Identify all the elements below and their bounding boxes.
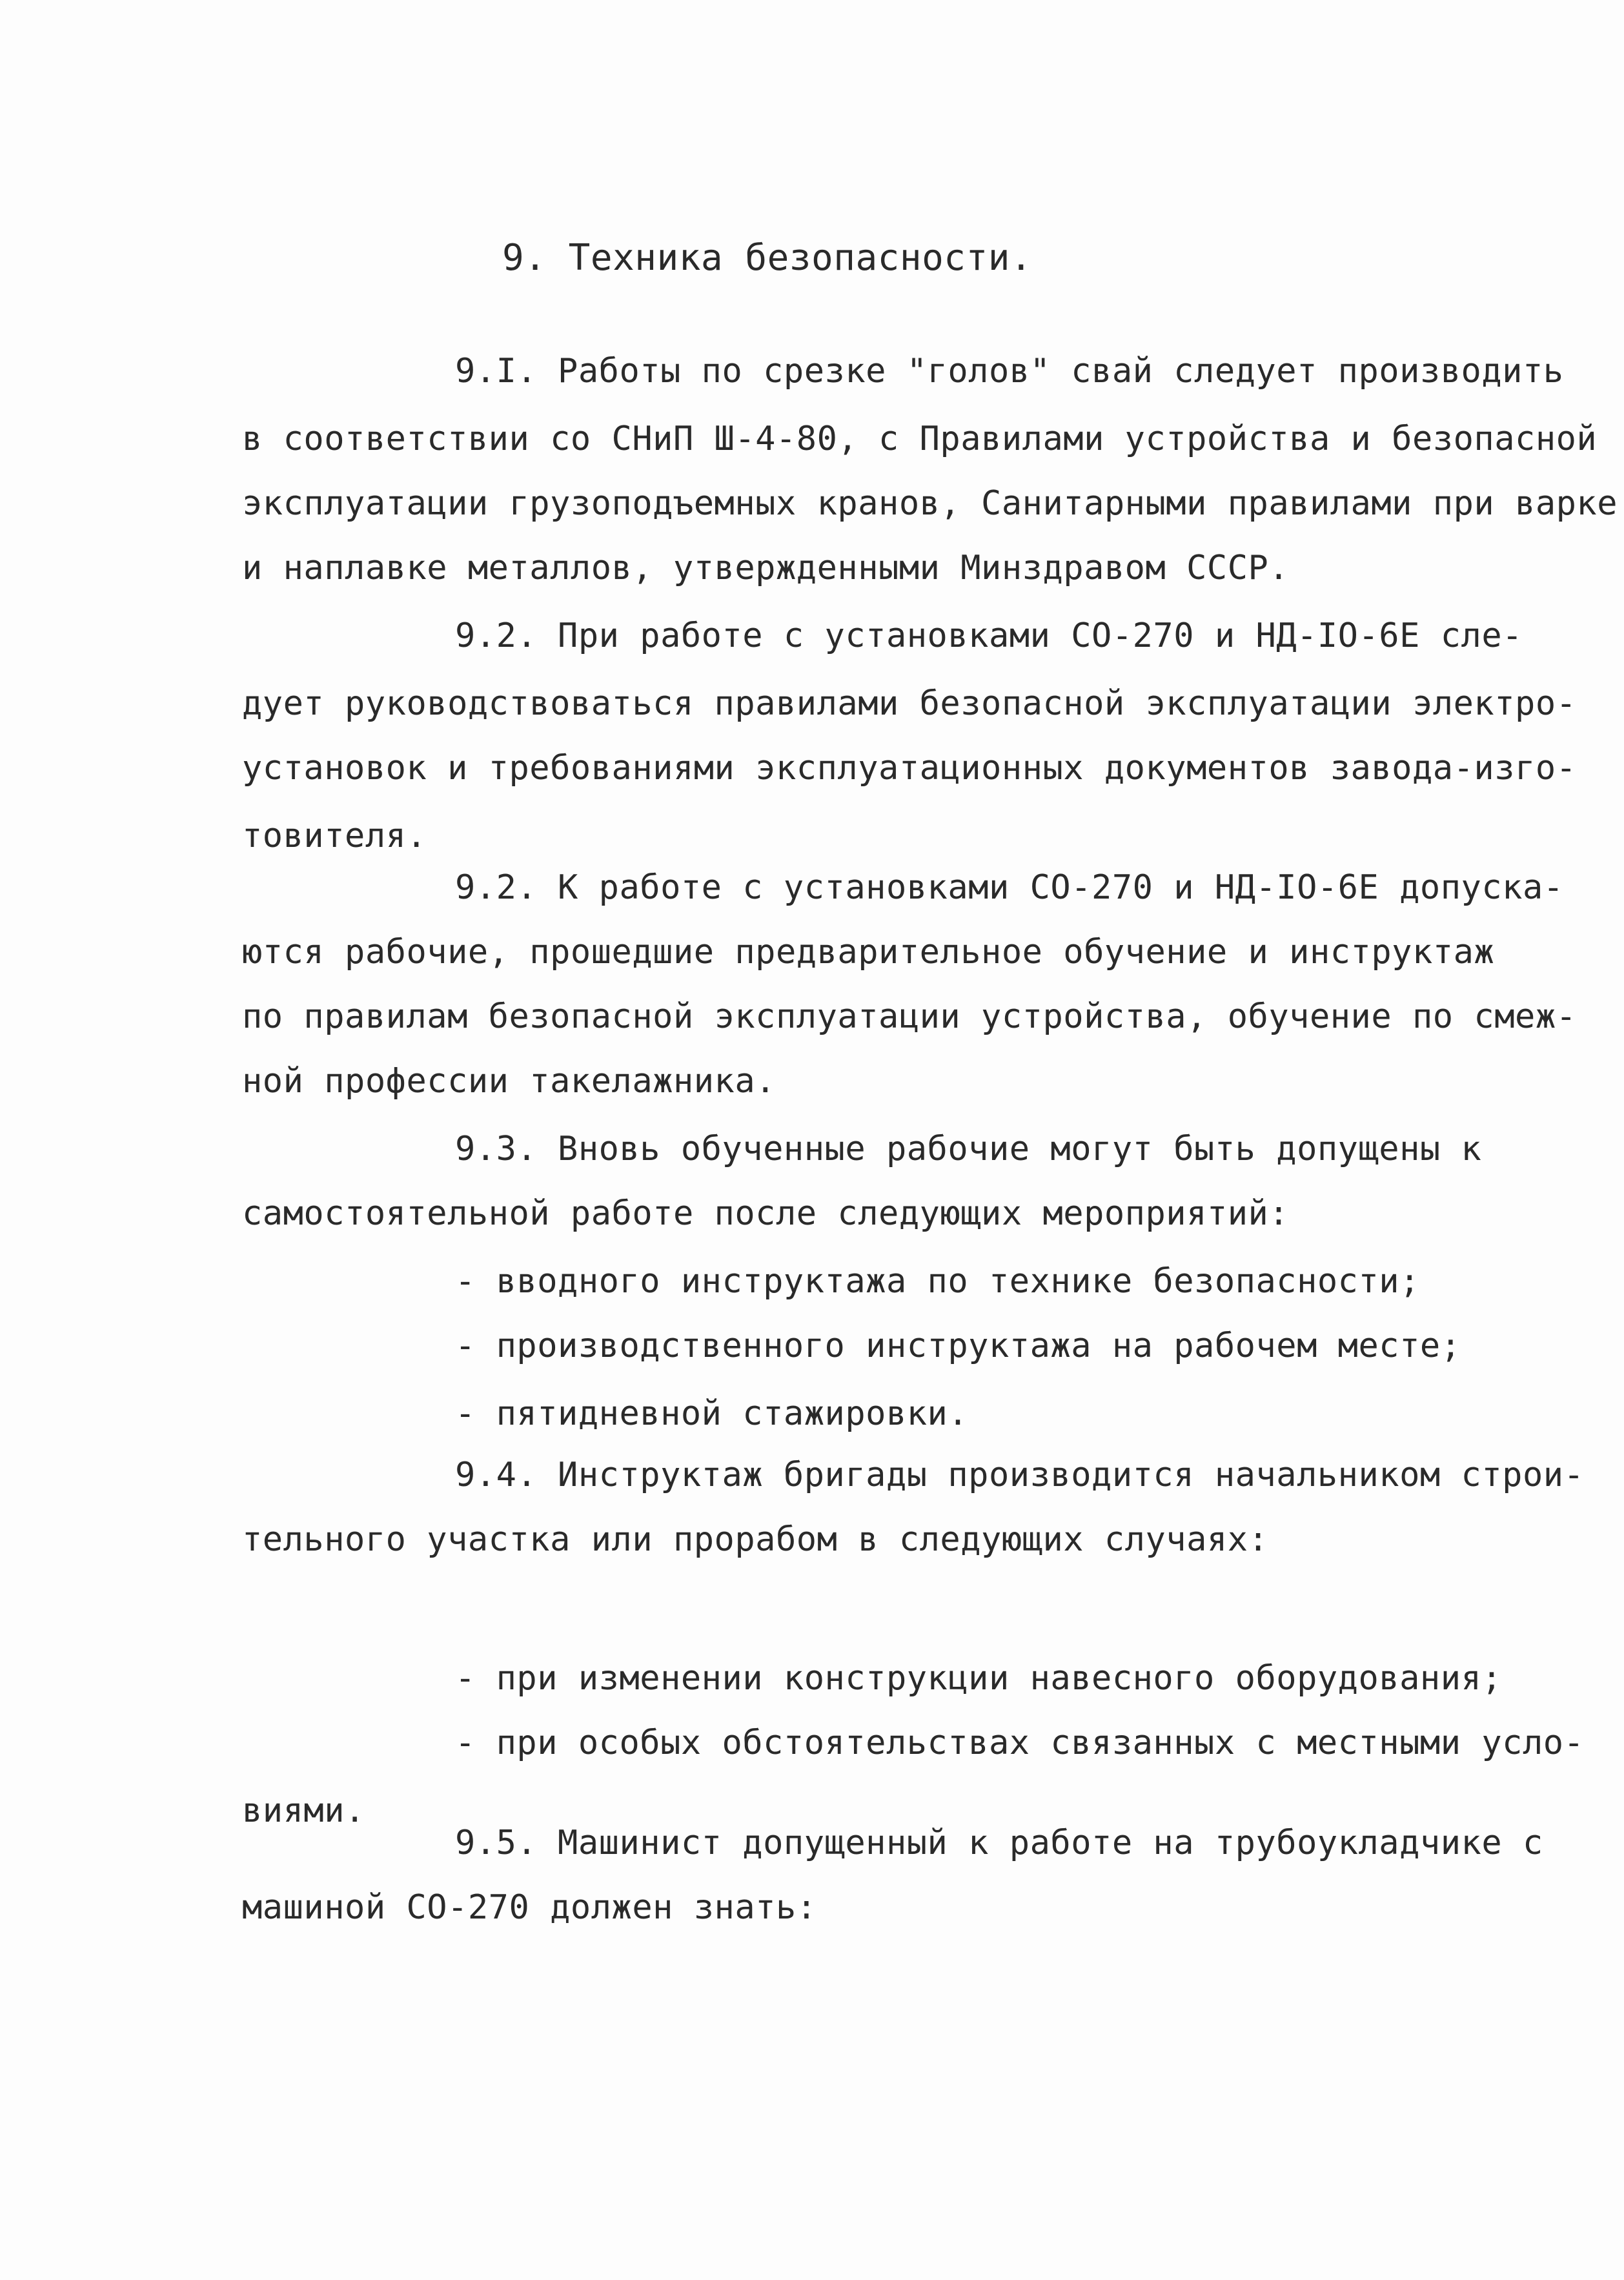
paragraph-9-5-line-1: 9.5. Машинист допущенный к работе на трубоукладчике с (455, 1824, 1543, 1862)
list-item: - пятидневной стажировки. (455, 1394, 969, 1433)
paragraph-9-2a-line-4: товителя. (242, 817, 427, 855)
paragraph-9-5-line-2: машиной СО-270 должен знать: (242, 1888, 817, 1927)
paragraph-9-2b-line-1: 9.2. К работе с установками СО-270 и НД-IO-6Е допуска- (455, 868, 1564, 907)
paragraph-9-3-line-2: самостоятельной работе после следующих мероприятий: (242, 1194, 1290, 1233)
list-item: - производственного инструктажа на рабочем месте; (455, 1327, 1461, 1365)
paragraph-9-4-line-1: 9.4. Инструктаж бригады производится начальником строи- (455, 1456, 1585, 1494)
section-heading: 9. Техника безопасности. (502, 237, 1033, 279)
list-item: - при изменении конструкции навесного оборудования; (455, 1659, 1503, 1698)
paragraph-9-2a-line-1: 9.2. При работе с установками СО-270 и НД-IO-6Е сле- (455, 616, 1523, 655)
paragraph-9-2b-line-3: по правилам безопасной эксплуатации устройства, обучение по смеж- (242, 997, 1577, 1036)
paragraph-9-1-line-4: и наплавке металлов, утвержденными Минздравом СССР. (242, 549, 1290, 587)
paragraph-9-4-line-2: тельного участка или прорабом в следующих случаях: (242, 1520, 1269, 1559)
paragraph-9-2a-line-3: установок и требованиями эксплуатационных документов завода-изго- (242, 749, 1577, 788)
paragraph-9-1-line-1: 9.I. Работы по срезке "голов" свай следует производить (455, 352, 1564, 391)
paragraph-9-1-line-2: в соответствии со СНиП Ш-4-80, с Правилами устройства и безопасной (242, 420, 1598, 458)
paragraph-9-2b-line-4: ной профессии такелажника. (242, 1062, 776, 1101)
paragraph-9-2b-line-2: ются рабочие, прошедшие предварительное обучение и инструктаж (242, 933, 1495, 972)
list-item-continuation: виями. (242, 1791, 365, 1830)
paragraph-9-3-line-1: 9.3. Вновь обученные рабочие могут быть допущены к (455, 1130, 1482, 1168)
paragraph-9-2a-line-2: дует руководствоваться правилами безопасной эксплуатации электро- (242, 684, 1577, 723)
paragraph-9-1-line-3: эксплуатации грузоподъемных кранов, Санитарными правилами при варке (242, 484, 1618, 523)
list-item: - вводного инструктажа по технике безопасности; (455, 1262, 1420, 1301)
list-item: - при особых обстоятельствах связанных с местными усло- (455, 1724, 1585, 1762)
